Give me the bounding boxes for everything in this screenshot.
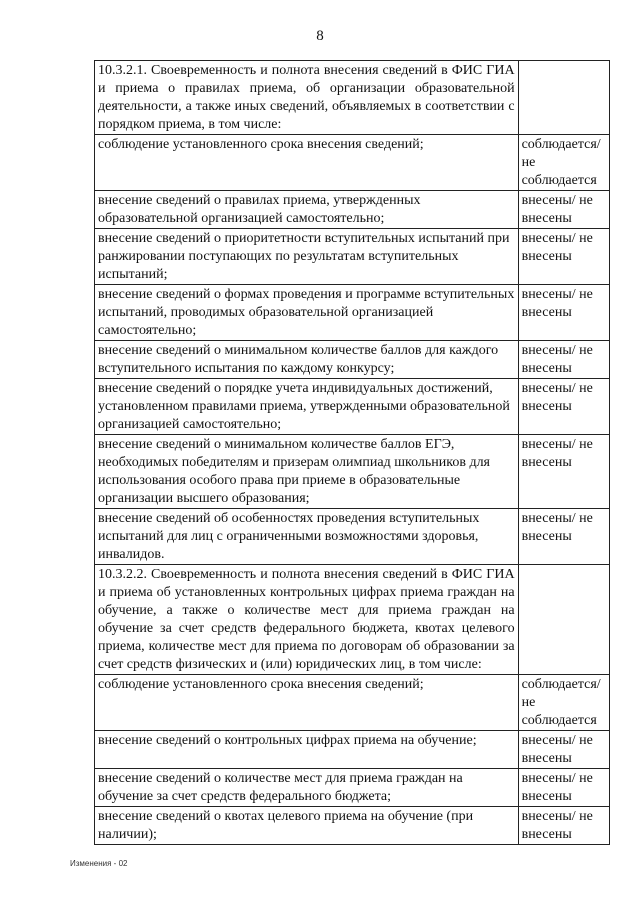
criterion-row bbox=[95, 509, 610, 565]
criterion-value: внесены/ не внесены bbox=[518, 341, 609, 379]
criterion-value: соблюдается/ не соблюдается bbox=[518, 135, 609, 191]
criterion-text: внесение сведений о правилах приема, утвержденных образовательной организацией самостоятельно; bbox=[95, 191, 519, 229]
criterion-value: соблюдается/ не соблюдается bbox=[518, 675, 609, 731]
criterion-value: внесены/ не внесены bbox=[518, 731, 609, 769]
criterion-value: внесены/ не внесены bbox=[518, 509, 609, 565]
footer-revision: Изменения - 02 bbox=[70, 859, 128, 868]
criterion-text: внесение сведений о контрольных цифрах приема на обучение; bbox=[95, 731, 519, 769]
criteria-table bbox=[94, 60, 610, 845]
criterion-row bbox=[95, 341, 610, 379]
criterion-value: внесены/ не внесены bbox=[518, 379, 609, 435]
criterion-value: внесены/ не внесены bbox=[518, 769, 609, 807]
criterion-text: внесение сведений о приоритетности вступительных испытаний при ранжировании поступающих по результатам вступительных испытаний; bbox=[95, 229, 519, 285]
section-header-text: 10.3.2.1. Своевременность и полнота внесения сведений в ФИС ГИА и приема о правилах приема, об организации образовательной деятельности, а также иных сведений, объявляемых в соответствии с порядком приема, в том числе: bbox=[95, 61, 519, 135]
page-number: 8 bbox=[316, 28, 324, 44]
criterion-value: внесены/ не внесены bbox=[518, 285, 609, 341]
criterion-value: внесены/ не внесены bbox=[518, 229, 609, 285]
criterion-text: внесение сведений о минимальном количестве баллов ЕГЭ, необходимых победителям и призерам олимпиад школьников для использования особого права при приеме в образовательные организации высшего образования; bbox=[95, 435, 519, 509]
criterion-text: внесение сведений о квотах целевого приема на обучение (при наличии); bbox=[95, 807, 519, 845]
criterion-row bbox=[95, 435, 610, 509]
criteria-table-body bbox=[95, 61, 610, 845]
criterion-row bbox=[95, 229, 610, 285]
criterion-text: внесение сведений о формах проведения и программе вступительных испытаний, проводимых образовательной организацией самостоятельно; bbox=[95, 285, 519, 341]
criterion-row bbox=[95, 675, 610, 731]
criterion-text: внесение сведений об особенностях проведения вступительных испытаний для лиц с ограниченными возможностями здоровья, инвалидов. bbox=[95, 509, 519, 565]
criterion-row bbox=[95, 807, 610, 845]
criterion-row bbox=[95, 769, 610, 807]
section-header-text: 10.3.2.2. Своевременность и полнота внесения сведений в ФИС ГИА и приема об установленных контрольных цифрах приема граждан на обучение, а также о количестве мест для приема граждан на обучение за счет средств федерального бюджета, квотах целевого приема, количестве мест для приема по договорам об образовании за счет средств физических и (или) юридических лиц, в том числе: bbox=[95, 565, 519, 675]
criterion-text: внесение сведений о порядке учета индивидуальных достижений, установленном правилами приема, утвержденными образовательной организацией самостоятельно; bbox=[95, 379, 519, 435]
section-header-value bbox=[518, 61, 609, 135]
section-header-row bbox=[95, 61, 610, 135]
criterion-row bbox=[95, 379, 610, 435]
criterion-row bbox=[95, 731, 610, 769]
section-header-value bbox=[518, 565, 609, 675]
criterion-text: соблюдение установленного срока внесения сведений; bbox=[95, 135, 519, 191]
criterion-row bbox=[95, 135, 610, 191]
criterion-text: внесение сведений о минимальном количестве баллов для каждого вступительного испытания по каждому конкурсу; bbox=[95, 341, 519, 379]
criterion-value: внесены/ не внесены bbox=[518, 191, 609, 229]
criterion-row bbox=[95, 285, 610, 341]
criterion-row bbox=[95, 191, 610, 229]
criterion-text: внесение сведений о количестве мест для приема граждан на обучение за счет средств федерального бюджета; bbox=[95, 769, 519, 807]
section-header-row bbox=[95, 565, 610, 675]
criterion-text: соблюдение установленного срока внесения сведений; bbox=[95, 675, 519, 731]
criterion-value: внесены/ не внесены bbox=[518, 807, 609, 845]
criterion-value: внесены/ не внесены bbox=[518, 435, 609, 509]
